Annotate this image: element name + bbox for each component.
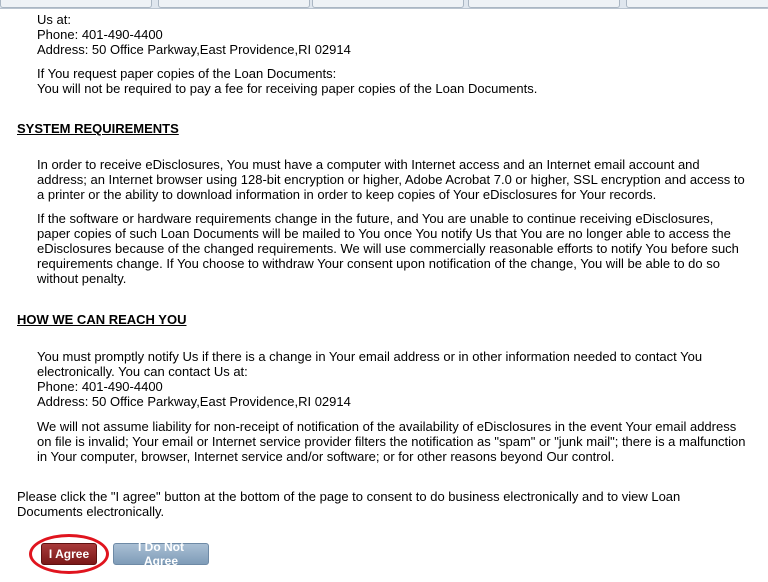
address-line: Address: 50 Office Parkway,East Providence,RI 02914 — [37, 394, 351, 409]
system-requirements-heading: SYSTEM REQUIREMENTS — [17, 121, 179, 136]
text-line: In order to receive eDisclosures, You must have a computer with Internet access and an Internet email account and — [37, 157, 700, 172]
text-line: Us at: — [37, 12, 71, 27]
text-line: Documents electronically. — [17, 504, 165, 519]
system-requirements-para1 — [37, 157, 759, 202]
phone-line: Phone: 401-490-4400 — [37, 379, 163, 394]
address-line: Address: 50 Office Parkway,East Providence,RI 02914 — [37, 42, 351, 57]
reach-you-para2 — [37, 419, 759, 464]
text-line: If the software or hardware requirements change in the future, and You are unable to continue receiving eDisclosures, — [37, 211, 714, 226]
text-line: Please click the "I agree" button at the bottom of the page to consent to do business electronically and to view Loan — [17, 489, 681, 504]
i-do-not-agree-button[interactable]: I Do Not Agree — [113, 543, 209, 565]
text-line: You will not be required to pay a fee for receiving paper copies of the Loan Documents. — [37, 81, 538, 96]
contact-top-block — [37, 12, 759, 57]
text-line: in Your computer, browser, Internet service and/or software; or for other reasons beyond Our control. — [37, 449, 615, 464]
text-line: eDisclosures because of the changed requirements. We will use commercially reasonable efforts to notify You before such — [37, 241, 739, 256]
phone-line: Phone: 401-490-4400 — [37, 27, 163, 42]
paper-copies-block — [37, 66, 759, 96]
text-line: We will not assume liability for non-receipt of notification of the availability of eDisclosures in the event Your email address — [37, 419, 737, 434]
text-line: address; an Internet browser using 128-bit encryption or higher, Adobe Acrobat 7.0 or higher, SSL encryption and access to — [37, 172, 745, 187]
text-line: a printer or the ability to download information in order to keep copies of Your eDisclosures for Your records. — [37, 187, 657, 202]
text-line: paper copies of such Loan Documents will be mailed to You once You notify Us that You are no longer able to access the — [37, 226, 731, 241]
i-agree-button[interactable]: I Agree — [41, 543, 97, 565]
reach-you-para1 — [37, 349, 759, 409]
text-line: requirements change. If You choose to withdraw Your consent upon notification of the change, You will be able to do so — [37, 256, 720, 271]
text-line: on file is invalid; Your email or Internet service provider filters the notification as "spam" or "junk mail"; there is a malfunction — [37, 434, 746, 449]
consent-instructions — [17, 489, 757, 519]
text-line: You must promptly notify Us if there is a change in Your email address or in other information needed to contact You — [37, 349, 703, 364]
text-line: electronically. You can contact Us at: — [37, 364, 248, 379]
text-line: If You request paper copies of the Loan Documents: — [37, 66, 337, 81]
text-line: without penalty. — [37, 271, 127, 286]
system-requirements-para2 — [37, 211, 759, 286]
how-we-can-reach-you-heading: HOW WE CAN REACH YOU — [17, 312, 187, 327]
